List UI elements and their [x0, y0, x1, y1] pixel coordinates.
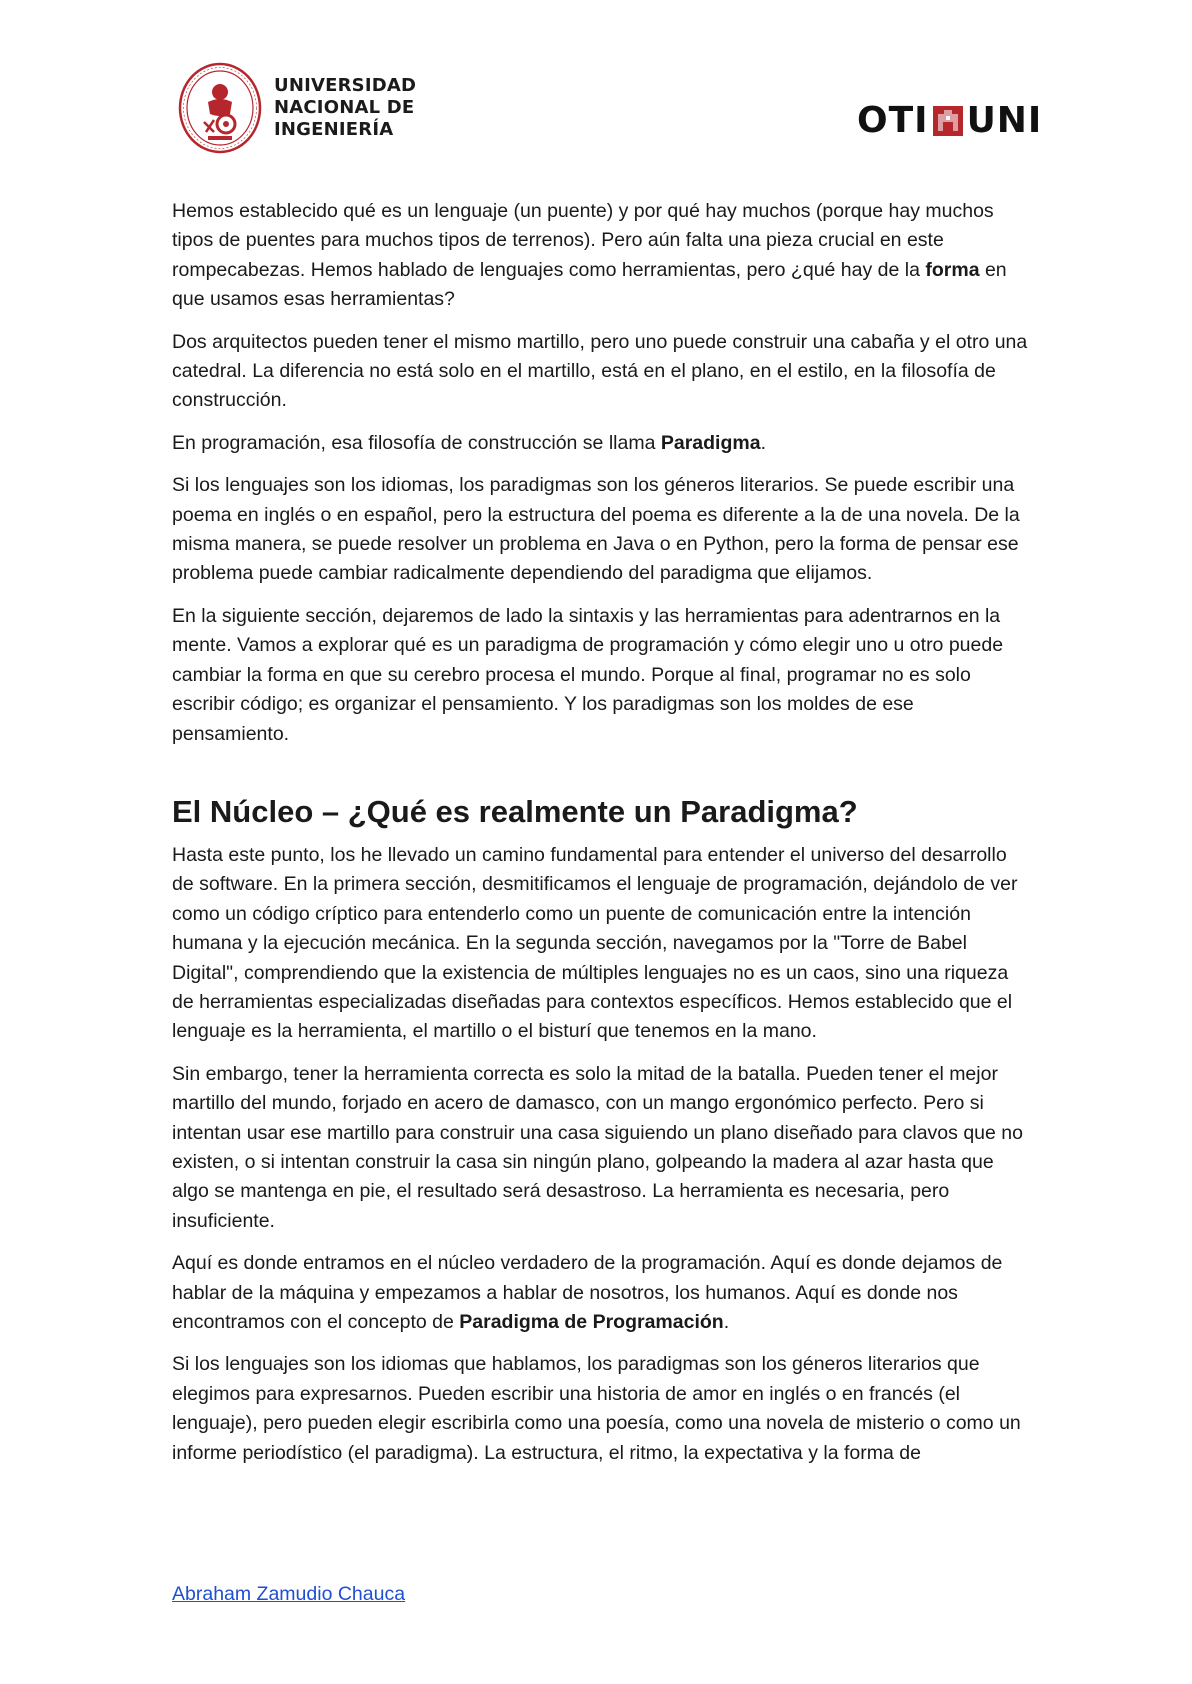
paragraph: [172, 841, 1032, 1047]
text-run: En la siguiente sección, dejaremos de lado la sintaxis y las herramientas para adentrarnos en la mente. Vamos a explorar qué es un paradigma de programación y cómo elegir uno u otro puede cambiar la forma en que su cerebro procesa el mundo. Porque al final, programar no es solo escribir código; es organizar el pensamiento. Y los paradigmas son los moldes de ese pensamiento.: [172, 604, 1004, 745]
university-name-line: INGENIERÍA: [274, 119, 394, 140]
uni-logo-text: UNI: [966, 100, 1043, 141]
text-run: Aquí es donde entramos en el núcleo verdadero de la programación. Aquí es donde dejamos de hablar de la máquina y empezamos a hablar de nosotros, los humanos. Aquí es donde nos encontramos con el concepto de: [172, 1252, 1003, 1333]
text-run: .: [723, 1311, 730, 1333]
page-header: [0, 0, 1192, 165]
section-heading: El Núcleo – ¿Qué es realmente un Paradigma?: [172, 793, 858, 829]
oti-logo-text: OTI: [857, 100, 929, 141]
paragraph: [172, 602, 1032, 749]
paragraph: [172, 1350, 1032, 1468]
document-body: [172, 197, 1032, 1481]
text-run: Si los lenguajes son los idiomas, los paradigmas son los géneros literarios. Se puede escribir una poema en inglés o en español, pero la estructura del poema es diferente a la de una novela. De la misma manera, se puede resolver un problema en Java o en Python, pero la forma de pensar ese problema puede cambiar radicalmente dependiendo del paradigma que elijamos.: [172, 474, 1020, 585]
bold-text: Paradigma: [660, 431, 761, 454]
text-run: en que usamos esas herramientas?: [172, 258, 1007, 311]
oti-uni-logo: [857, 100, 1042, 141]
university-name-line: UNIVERSIDAD: [274, 75, 417, 96]
author-link[interactable]: Abraham Zamudio Chauca: [172, 1583, 406, 1605]
text-run: En programación, esa filosofía de construcción se llama: [172, 431, 661, 454]
paragraph: [172, 1060, 1032, 1236]
section-paragraphs: [172, 841, 1032, 1468]
text-run: Sin embargo, tener la herramienta correcta es solo la mitad de la batalla. Pueden tener el mejor martillo del mundo, forjado en acero de damasco, con un mango ergonómico perfecto. Pero si intentan usar ese martillo para construir una casa siguiendo un plano diseñado para clavos que no existen, o si intentan construir la casa sin ningún plano, golpeando la madera al azar hasta que algo se mantenga en pie, el resultado será desastroso. La herramienta es necesaria, pero insuficiente.: [172, 1062, 1023, 1232]
university-name-line: NACIONAL DE: [274, 97, 415, 118]
text-run: .: [760, 431, 766, 454]
paragraph: [172, 1249, 1032, 1337]
text-run: Dos arquitectos pueden tener el mismo martillo, pero uno puede construir una cabaña y el otro una catedral. La diferencia no está solo en el martillo, está en el plano, en el estilo, en la filosofía de construcción.: [172, 330, 1028, 412]
bold-text: Paradigma de Programación: [459, 1311, 724, 1333]
intro-paragraphs: [172, 197, 1032, 749]
oti-emblem-icon: [933, 106, 963, 136]
paragraph: [172, 197, 1032, 315]
paragraph: [172, 471, 1032, 589]
paragraph: [172, 429, 1032, 458]
university-logo: [178, 62, 416, 154]
university-name: [274, 75, 416, 141]
university-seal-icon: [178, 62, 262, 154]
text-run: Si los lenguajes son los idiomas que hablamos, los paradigmas son los géneros literarios que elegimos para expresarnos. Pueden escribir una historia de amor en inglés o en francés (el lenguaje), pero pueden elegir escribirla como una poesía, como una novela de misterio o como un informe periodístico (el paradigma). La estructura, el ritmo, la expectativa y la forma de: [172, 1353, 1021, 1464]
paragraph: [172, 328, 1032, 416]
text-run: Hemos establecido qué es un lenguaje (un puente) y por qué hay muchos (porque hay muchos tipos de puentes para muchos tipos de terrenos). Pero aún falta una pieza crucial en este rompecabezas. Hemos hablado de lenguajes como herramientas, pero ¿qué hay de la: [172, 200, 994, 281]
bold-text: forma: [925, 258, 980, 281]
text-run: Hasta este punto, los he llevado un camino fundamental para entender el universo del desarrollo de software. En la primera sección, desmitificamos el lenguaje de programación, dejándolo de ver como un código críptico para entenderlo como un puente de comunicación entre la intención humana y la ejecución mecánica. En la segunda sección, navegamos por la "Torre de Babel Digital", comprendiendo que la existencia de múltiples lenguajes no es un caos, sino una riqueza de herramientas especializadas diseñadas para contextos específicos. Hemos establecido que el lenguaje es la herramienta, el martillo o el bisturí que tenemos en la mano.: [172, 843, 1018, 1043]
